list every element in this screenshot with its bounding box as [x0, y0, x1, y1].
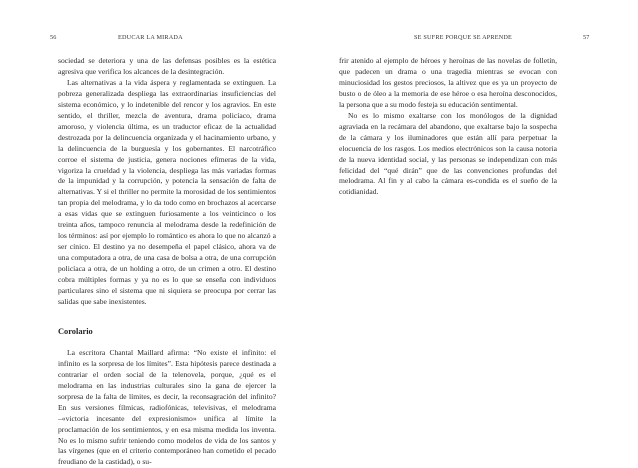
running-title: SE SUFRE PORQUE SE APRENDE	[414, 34, 513, 41]
running-title: EDUCAR LA MIRADA	[118, 34, 183, 41]
page-number: 56	[50, 34, 57, 41]
page-number: 57	[583, 34, 590, 41]
left-page	[0, 0, 319, 467]
paragraph: frir atenido al ejemplo de héroes y heroínas de las novelas de folletín, que padecen un drama o una tragedia mientras se evocan con minuciosidad los gestos preciosos, la altivez que es ya un proyecto de busto o de óleo a la memoria de ese héroe o esa heroína desconocidos, la persona que a su modo festeja su educación sentimental.	[339, 56, 557, 109]
paragraph: No es lo mismo exaltarse con los monólogos de la dignidad agraviada en la recámara del abandono, que exaltarse bajo la sospecha de la cámara y los iluminadores que están allí para perpetuar la elocuencia de los rasgos. Los medios electrónicos son la causa notoria de la nueva identidad social, y las personas se independizan con más felicidad del “qué dirán” que de las convenciones profundas del melodrama. Al fin y al cabo la cámara es-condida es el sueño de la cotidianidad.	[339, 110, 557, 197]
right-page	[319, 0, 638, 451]
section-heading: Corolario	[58, 326, 93, 336]
paragraph: La escritora Chantal Maillard afirma: “No existe el infinito: el infinito es la sorpresa de los límites”. Esta hipótesis parece destinada a contrariar el orden social de la telenovela, porque, ¿qué es el melodrama en las industrias culturales sino la gana de ejercer la sorpresa de la falta de límites, es decir, la reconsagración del infinito? En sus versiones fílmicas, radiofónicas, televisivas, el melodrama –«victoria incesante del expresionismo» unifica al límite la proclamación de los sentimientos, y en esa misma medida los inventa. No es lo mismo sufrir teniendo como modelos de vida de los santos y las vírgenes (que en el criterio contemporáneo han cometido el pecado freudiano de la castidad), o su-	[58, 347, 276, 467]
text-column	[58, 56, 276, 468]
text-column	[339, 56, 557, 198]
paragraph: sociedad se deteriora y una de las defensas posibles es la estética agresiva que verifica los alcances de la desintegración.	[58, 56, 276, 76]
paragraph: Las alternativas a la vida áspera y reglamentada se extinguen. La pobreza generalizada despliega las extraordinarias insuficiencias del sistema económico, y lo indetenible del rencor y los agravios. En este sentido, el thriller, mezcla de aventura, drama policíaco, drama amoroso, y violencia última, es un traductor eficaz de la actualidad destrozada por la delincuencia organizada y el hacinamiento urbano, y la delincuencia de la burguesía y los gobernantes. El narcotráfico corroe el sistema de justicia, genera nociones efímeras de la vida, vigoriza la crueldad y la violencia, despliega las más variadas formas de la impunidad y la corrupción, y potencia la sensación de falta de alternativas. Y si el thriller no permite la morosidad de los sentimientos tan propia del melodrama, y lo da todo como en brochazos al acercarse a esas vidas que se extinguen furiosamente a los veinticinco o los treinta años, tampoco renuncia al melodrama desde la redefinición de los términos: así por ejemplo lo romántico es ahora lo que no alcanzó a ser cínico. El destino ya no desempeña el papel clásico, ahora va de una computadora a otra, de una casa de bolsa a otra, de una corrupción policíaca a otra, de un holding a otro, de un crimen a otro. El destino cobra múltiples formas y ya no es lo que se enseña con individuos particulares sino el sistema que ni siquiera se preocupa por cerrar las salidas que sabe inexistentes.	[58, 77, 276, 306]
